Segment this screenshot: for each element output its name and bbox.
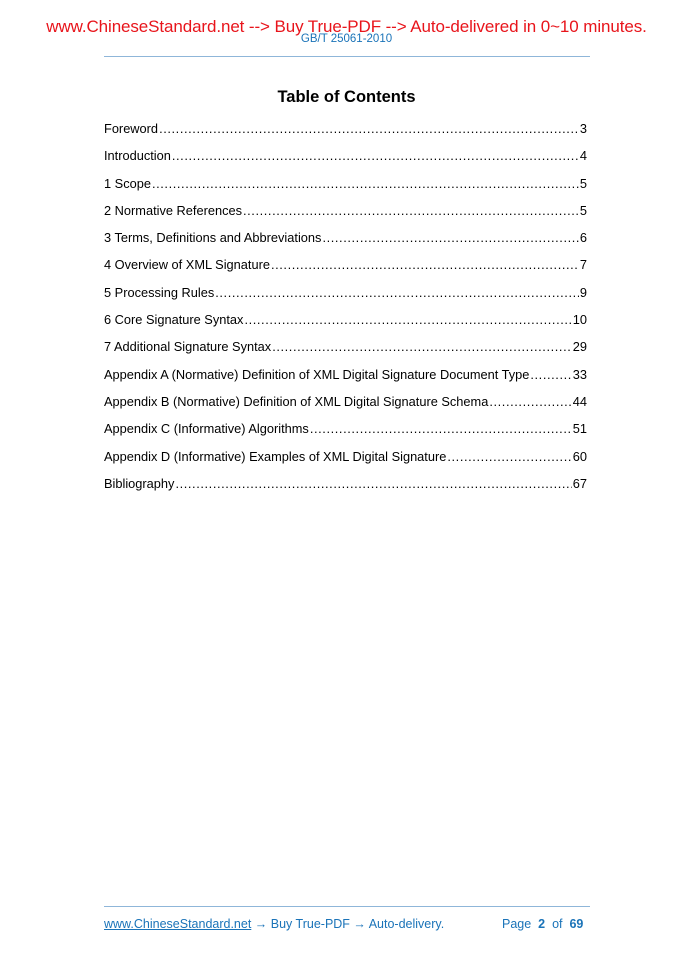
toc-entry-page: 51 (572, 421, 587, 437)
toc-entry-label: Appendix B (Normative) Definition of XML Digital Signature Schema (104, 393, 489, 409)
page-of-label: of (552, 917, 563, 931)
total-page-count: 69 (569, 917, 584, 931)
toc-entry-page: 60 (572, 448, 587, 464)
toc-entry-label: Bibliography (104, 475, 175, 491)
toc-entry-page: 44 (572, 393, 587, 409)
toc-entry[interactable] (104, 148, 587, 175)
toc-entry[interactable] (104, 257, 587, 284)
footer-tagline: → Buy True-PDF → Auto-delivery. (251, 917, 445, 931)
toc-entry[interactable] (104, 312, 587, 339)
table-of-contents (104, 121, 587, 503)
toc-entry-label: 6 Core Signature Syntax (104, 312, 244, 328)
toc-title: Table of Contents (277, 88, 416, 106)
dot-leader (310, 421, 572, 437)
dot-leader (447, 449, 571, 465)
toc-entry-page: 67 (572, 475, 587, 491)
toc-entry[interactable] (104, 176, 587, 203)
toc-entry[interactable] (104, 339, 587, 366)
page-prefix: Page (502, 917, 532, 931)
dot-leader (530, 367, 571, 383)
header-divider (104, 56, 590, 57)
current-page-number: 2 (538, 917, 546, 931)
standard-code-header: GB/T 25061-2010 (300, 33, 393, 45)
toc-entry-page: 7 (579, 257, 587, 273)
toc-entry-label: 5 Processing Rules (104, 284, 215, 300)
toc-entry-page: 6 (579, 230, 587, 246)
footer-site-link[interactable]: www.ChineseStandard.net (104, 917, 252, 931)
dot-leader (215, 285, 579, 301)
toc-entry-page: 3 (579, 121, 587, 136)
toc-entry[interactable] (104, 285, 587, 312)
toc-entry-label: Introduction (104, 148, 171, 164)
dot-leader (159, 121, 579, 137)
toc-entry-page: 9 (579, 284, 587, 300)
footer-divider (104, 906, 590, 907)
toc-entry-page: 4 (579, 148, 587, 164)
toc-entry[interactable] (104, 367, 587, 394)
toc-entry[interactable] (104, 421, 587, 448)
dot-leader (244, 312, 571, 328)
toc-entry-label: 4 Overview of XML Signature (104, 257, 270, 273)
toc-entry-page: 5 (579, 175, 587, 191)
toc-entry-label: 2 Normative References (104, 202, 242, 218)
toc-entry-label: Foreword (104, 121, 159, 136)
dot-leader (271, 257, 579, 273)
dot-leader (172, 148, 579, 164)
toc-entry-page: 33 (572, 366, 587, 382)
toc-entry-label: Appendix A (Normative) Definition of XML Digital Signature Document Type (104, 366, 530, 382)
dot-leader (272, 339, 572, 355)
toc-entry-page: 10 (572, 312, 587, 328)
toc-entry[interactable] (104, 203, 587, 230)
promo-banner[interactable]: www.ChineseStandard.net --> Buy True-PDF --> Auto-delivered in 0~10 minutes. (46, 17, 647, 36)
toc-entry-page: 29 (572, 339, 587, 355)
toc-entry[interactable] (104, 449, 587, 476)
toc-entry-label: 7 Additional Signature Syntax (104, 339, 272, 355)
page-indicator (502, 917, 583, 931)
toc-entry[interactable] (104, 230, 587, 257)
dot-leader (175, 476, 571, 492)
dot-leader (489, 394, 571, 410)
toc-entry[interactable] (104, 394, 587, 421)
dot-leader (152, 176, 579, 192)
footer-promo (104, 917, 444, 931)
toc-entry-page: 5 (579, 202, 587, 218)
dot-leader (322, 230, 578, 246)
toc-entry-label: 3 Terms, Definitions and Abbreviations (104, 230, 322, 246)
toc-entry-label: 1 Scope (104, 175, 151, 191)
toc-entry-label: Appendix C (Informative) Algorithms (104, 421, 309, 437)
dot-leader (243, 203, 579, 219)
toc-entry[interactable] (104, 121, 587, 148)
toc-entry-label: Appendix D (Informative) Examples of XML Digital Signature (104, 448, 447, 464)
toc-entry[interactable] (104, 476, 587, 503)
